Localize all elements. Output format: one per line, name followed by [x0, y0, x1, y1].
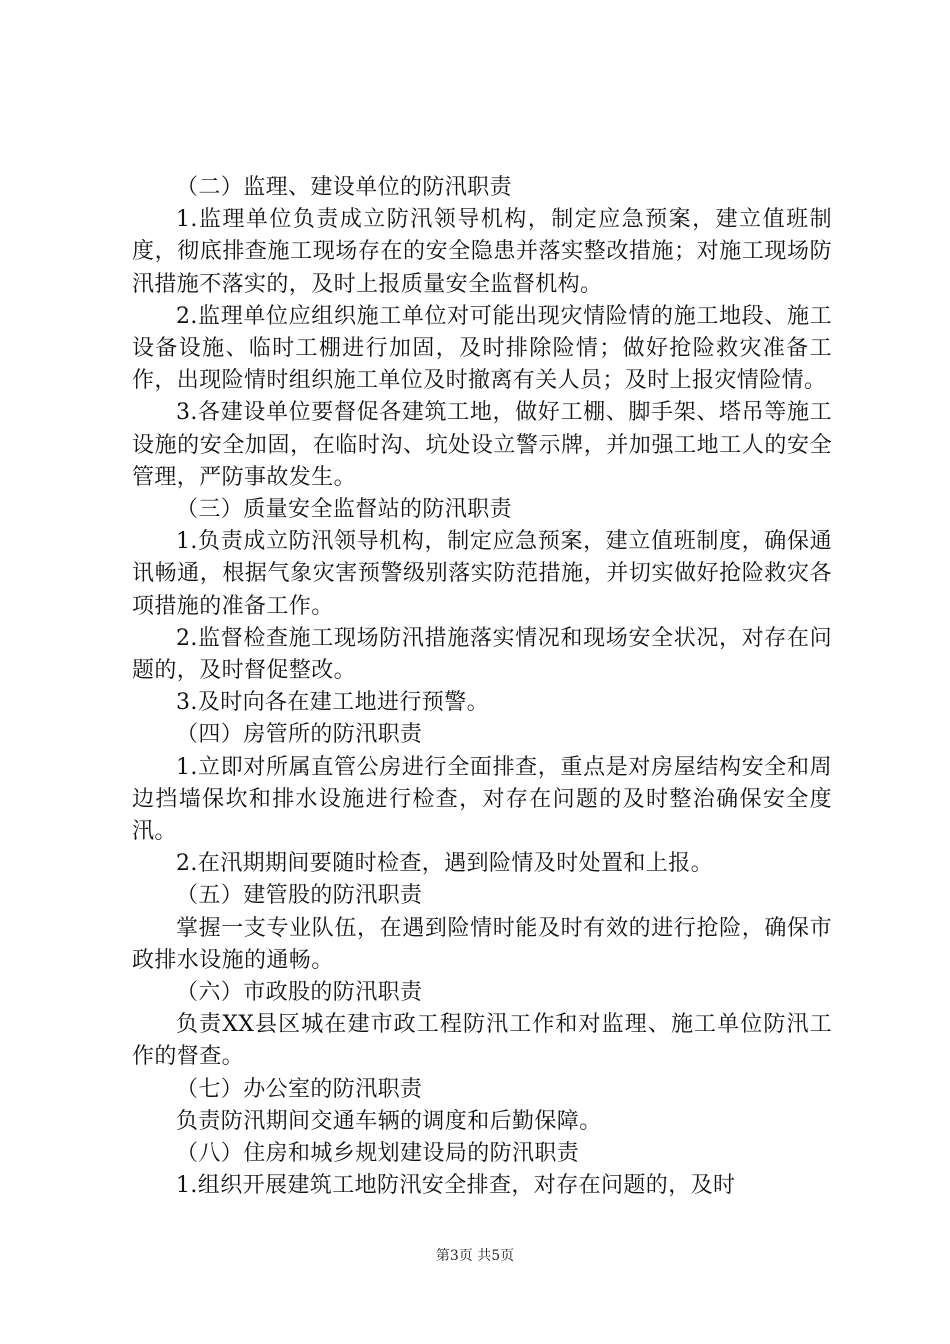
page-number: 第3页 共5页 [435, 1248, 515, 1264]
paragraph: 掌握一支专业队伍，在遇到险情时能及时有效的进行抢险，确保市政排水设施的通畅。 [132, 915, 832, 973]
section-heading: （二）监理、建设单位的防汛职责 [176, 175, 513, 200]
section-heading: （四）房管所的防汛职责 [176, 722, 423, 748]
section-heading: （七）办公室的防汛职责 [176, 1076, 423, 1102]
paragraph: 负责XX县区城在建市政工程防汛工作和对监理、施工单位防汛工作的督查。 [132, 1012, 832, 1070]
paragraph: 1.组织开展建筑工地防汛安全排查，对存在问题的，及时 [176, 1173, 736, 1199]
paragraph: 3.及时向各在建工地进行预警。 [176, 690, 489, 716]
paragraph: 2.监理单位应组织施工单位对可能出现灾情险情的施工地段、施工设备设施、临时工棚进行加固，及时排除险情；做好抢险救灾准备工作，出现险情时组织施工单位及时撤离有关人员；及时上报灾情险情。 [132, 303, 832, 394]
section-heading: （八）住房和城乡规划建设局的防汛职责 [176, 1141, 580, 1167]
paragraph: 3.各建设单位要督促各建筑工地，做好工棚、脚手架、塔吊等施工设施的安全加固，在临时沟、坑处设立警示牌，并加强工地工人的安全管理，严防事故发生。 [132, 400, 832, 490]
paragraph: 负责防汛期间交通车辆的调度和后勤保障。 [176, 1108, 602, 1134]
section-heading: （三）质量安全监督站的防汛职责 [176, 497, 513, 523]
section-heading: （六）市政股的防汛职责 [176, 980, 423, 1006]
paragraph: 2.在汛期期间要随时检查，遇到险情及时处置和上报。 [176, 851, 713, 877]
paragraph: 1.负责成立防汛领导机构，制定应急预案，建立值班制度，确保通讯畅通，根据气象灾害预警级别落实防范措施，并切实做好抢险救灾各项措施的准备工作。 [132, 529, 832, 619]
paragraph: 1.立即对所属直管公房进行全面排查，重点是对房屋结构安全和周边挡墙保坎和排水设施进行检查，对存在问题的及时整治确保安全度汛。 [132, 754, 832, 845]
paragraph: 2.监督检查施工现场防汛措施落实情况和现场安全状况，对存在问题的，及时督促整改。 [132, 625, 832, 684]
document-body [132, 172, 832, 1203]
paragraph: 1.监理单位负责成立防汛领导机构，制定应急预案，建立值班制度，彻底排查施工现场存在的安全隐患并落实整改措施；对施工现场防汛措施不落实的，及时上报质量安全监督机构。 [132, 207, 832, 297]
section-heading: （五）建管股的防汛职责 [176, 883, 423, 909]
